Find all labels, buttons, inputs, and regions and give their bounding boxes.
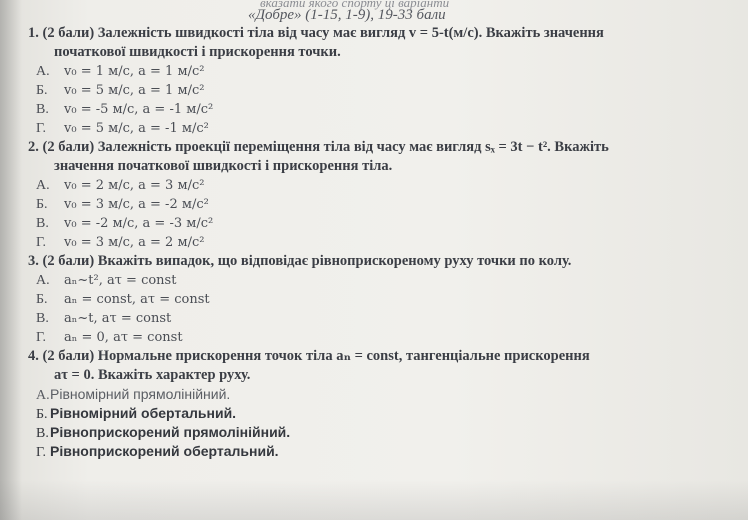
option-letter: А.: [36, 178, 50, 193]
option-text: v₀ = 5 м/с, a = -1 м/с²: [64, 121, 209, 136]
q2-option-a[interactable]: [28, 176, 736, 195]
q4-option-v[interactable]: [28, 423, 736, 442]
q2-option-b[interactable]: [28, 195, 736, 214]
q1-option-b[interactable]: [28, 81, 736, 100]
q2-option-g[interactable]: [28, 233, 736, 252]
q1-option-g[interactable]: [28, 119, 736, 138]
option-letter: Г.: [36, 235, 47, 250]
option-text: v₀ = 3 м/с, a = 2 м/с²: [64, 235, 205, 250]
option-text: v₀ = 5 м/с, a = 1 м/с²: [64, 83, 205, 98]
q3-option-v[interactable]: [28, 309, 736, 328]
option-text: v₀ = 2 м/с, a = 3 м/с²: [64, 178, 205, 193]
option-letter: Г.: [36, 121, 47, 136]
option-text: Рівномірний прямолінійний.: [50, 386, 231, 402]
question-2-text-cont: значення початкової швидкості і прискорення тіла.: [54, 158, 393, 174]
question-1-text-cont: початкової швидкості і прискорення точки.: [54, 44, 341, 60]
q1-option-a[interactable]: [28, 62, 736, 81]
option-text: v₀ = 3 м/с, a = -2 м/с²: [64, 197, 209, 212]
option-letter: А.: [36, 388, 50, 403]
page-shadow-left: [0, 0, 22, 520]
option-letter: В.: [36, 311, 49, 326]
page-shadow-bottom: [0, 480, 748, 520]
option-text: aₙ = const, aτ = const: [64, 292, 210, 307]
q2-option-v[interactable]: [28, 214, 736, 233]
option-letter: Б.: [36, 83, 48, 98]
question-3-text: 3. (2 бали) Вкажіть випадок, що відповідає рівноприскореному руху точки по колу.: [28, 253, 572, 269]
option-text: aₙ~t², aτ = const: [64, 273, 177, 288]
grade-header: «Добре» (1-15, 1-9), 19-33 бали: [248, 7, 446, 23]
option-letter: Б.: [36, 197, 48, 212]
questions-block: [28, 24, 736, 461]
q3-option-b[interactable]: [28, 290, 736, 309]
option-text: Рівноприскорений обертальний.: [50, 443, 279, 459]
cut-off-top-line: вказати якого спорту ці варіанти: [260, 0, 450, 10]
option-text: aₙ~t, aτ = const: [64, 311, 172, 326]
q4-option-a[interactable]: [28, 385, 736, 404]
question-4-text: 4. (2 бали) Нормальне прискорення точок тіла aₙ = const, тангенціальне прискорення: [28, 348, 590, 364]
q4-option-b[interactable]: [28, 404, 736, 423]
q3-option-g[interactable]: [28, 328, 736, 347]
option-letter: Г.: [36, 445, 47, 460]
option-letter: Б.: [36, 292, 48, 307]
option-letter: А.: [36, 273, 50, 288]
option-letter: Г.: [36, 330, 47, 345]
q4-option-g[interactable]: [28, 442, 736, 461]
q3-option-a[interactable]: [28, 271, 736, 290]
option-letter: В.: [36, 426, 49, 441]
option-text: v₀ = -2 м/с, a = -3 м/с²: [64, 216, 214, 231]
question-4-text-cont: aτ = 0. Вкажіть характер руху.: [54, 367, 251, 383]
q1-option-v[interactable]: [28, 100, 736, 119]
option-letter: А.: [36, 64, 50, 79]
option-text: v₀ = -5 м/с, a = -1 м/с²: [64, 102, 214, 117]
question-1-text: 1. (2 бали) Залежність швидкості тіла від часу має вигляд v = 5-t(м/с). Вкажіть значення: [28, 25, 604, 41]
option-text: v₀ = 1 м/с, a = 1 м/с²: [64, 64, 205, 79]
question-2-text: 2. (2 бали) Залежність проекції переміщення тіла від часу має вигляд sₓ = 3t − t². Вкажіть: [28, 139, 609, 155]
option-letter: В.: [36, 216, 49, 231]
option-text: Рівномірний обертальний.: [50, 405, 237, 421]
option-text: aₙ = 0, aτ = const: [64, 330, 183, 345]
option-letter: В.: [36, 102, 49, 117]
option-text: Рівноприскорений прямолінійний.: [50, 424, 291, 440]
option-letter: Б.: [36, 407, 48, 422]
